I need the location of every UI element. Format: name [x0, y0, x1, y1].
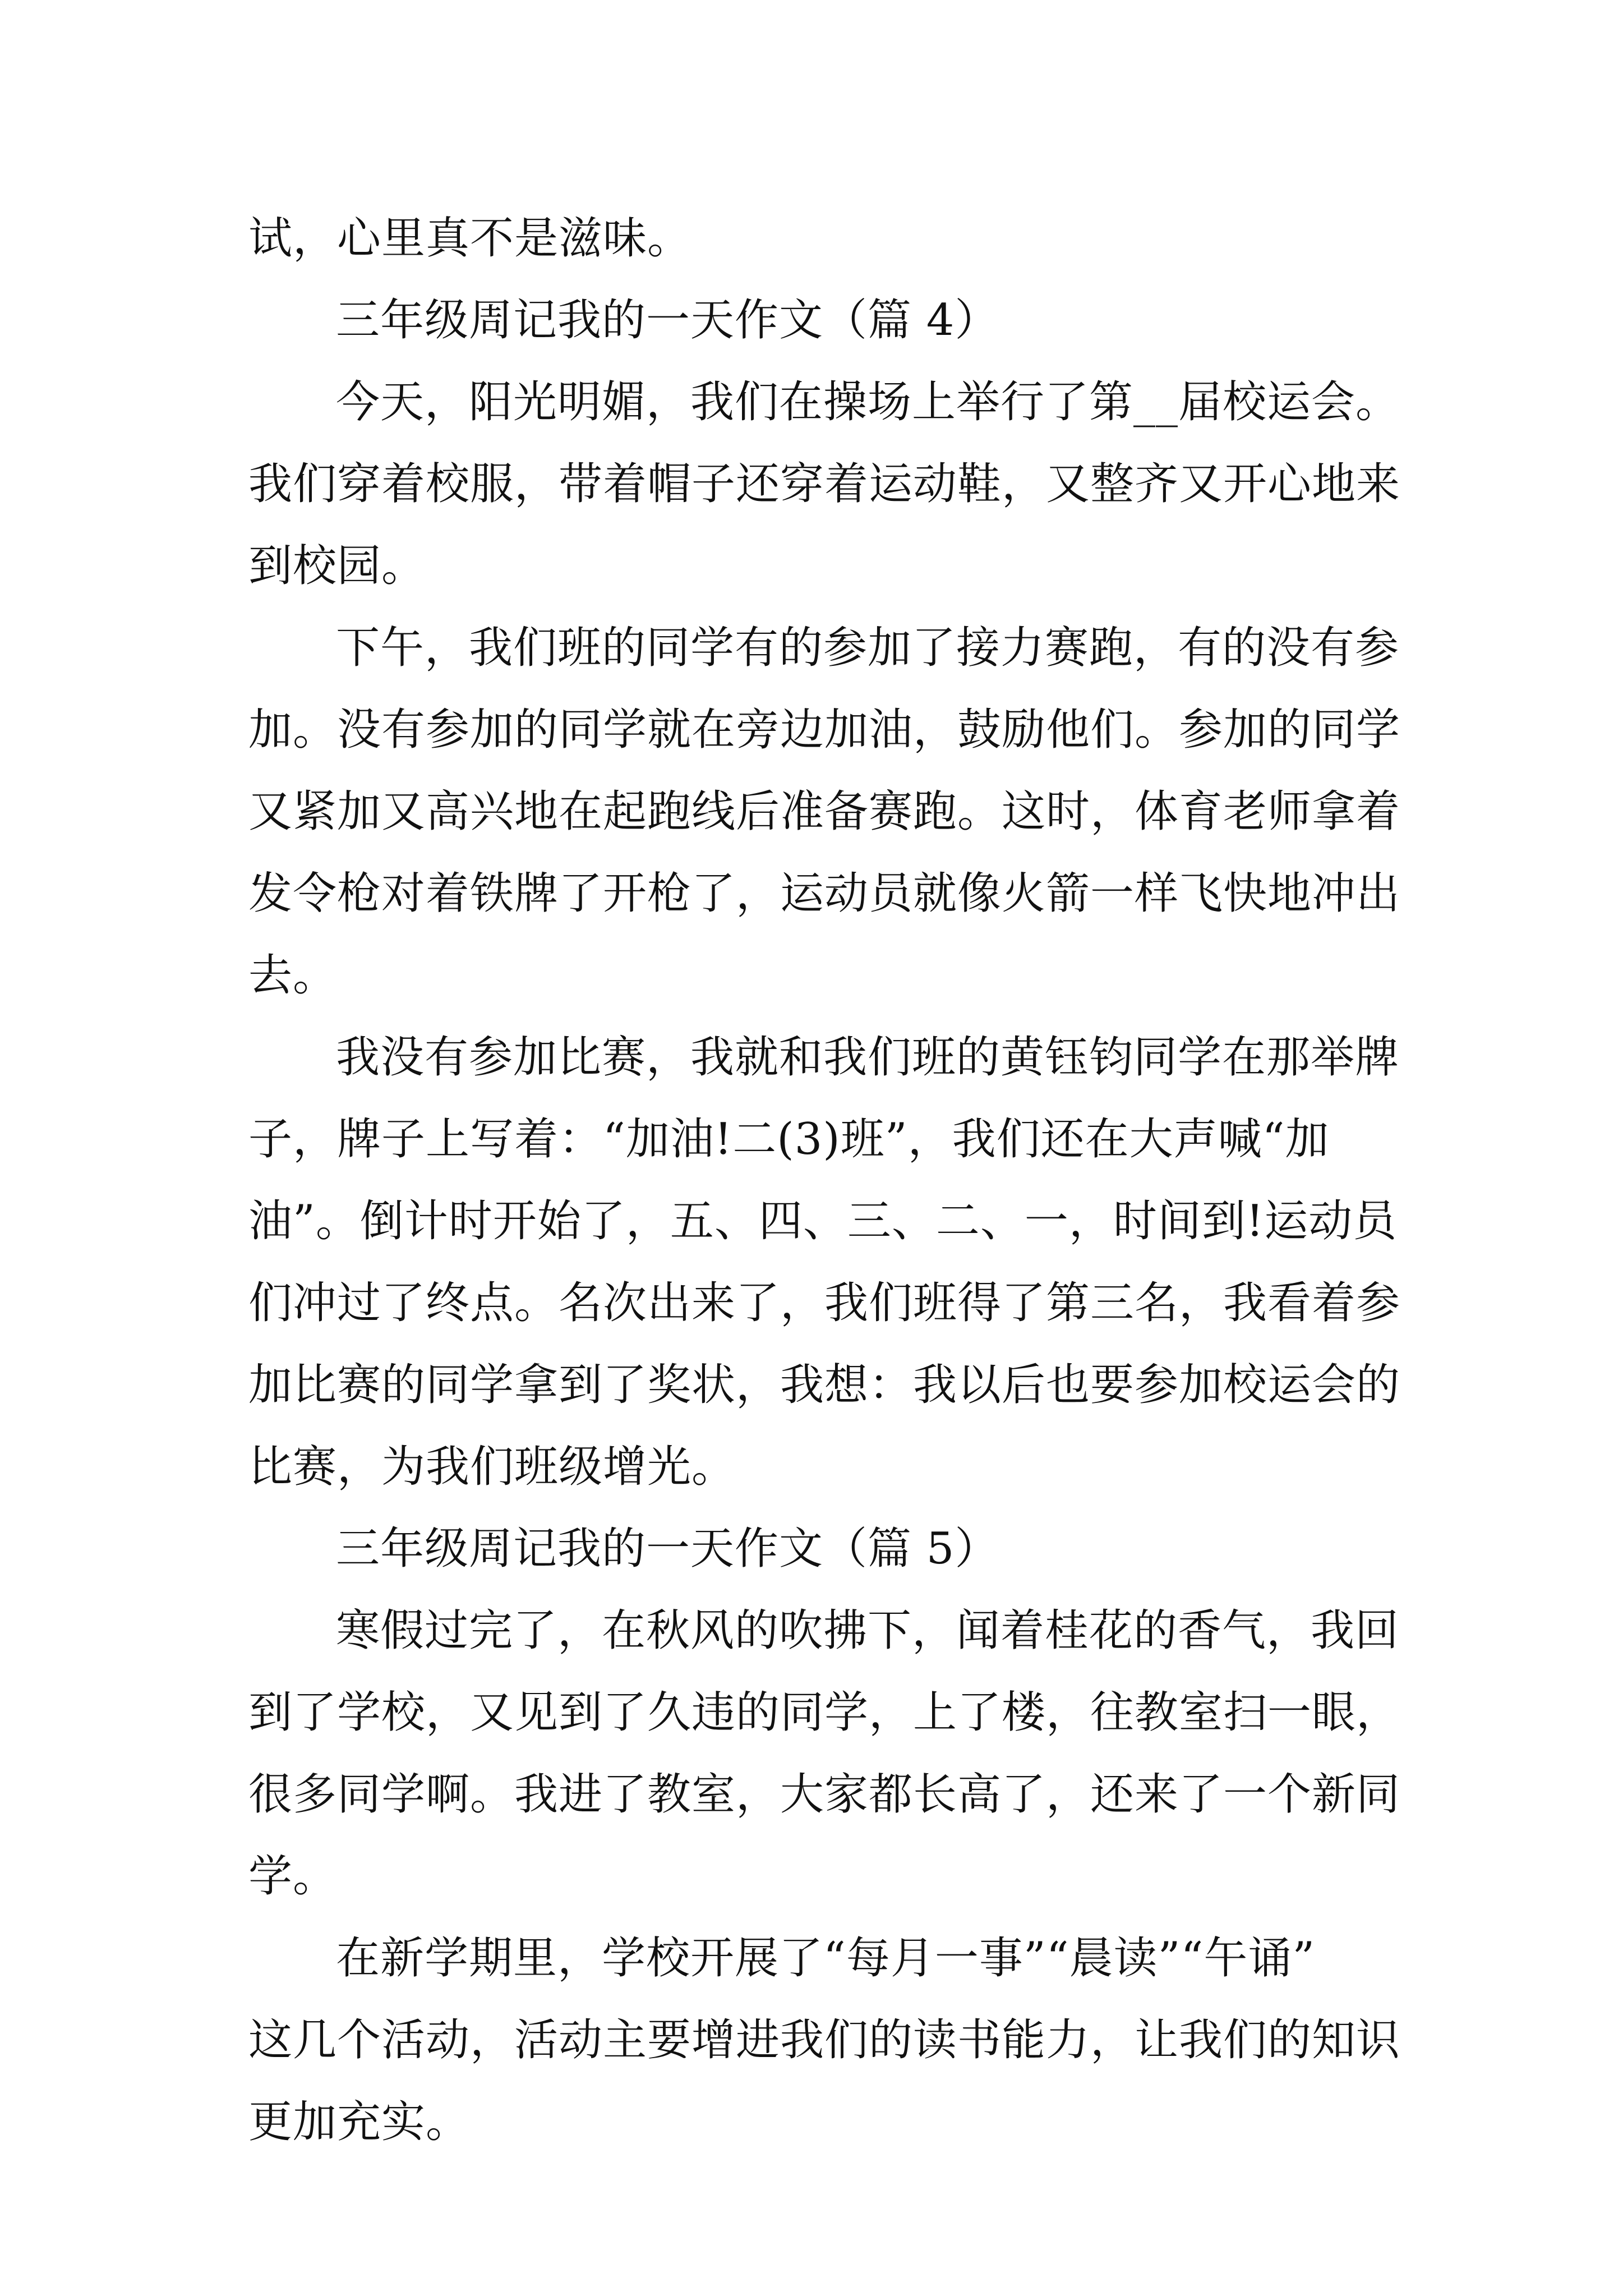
- document-body: [248, 197, 1401, 2163]
- section-heading: 三年级周记我的一天作文（篇 4）: [336, 295, 999, 346]
- text-line: 下午，我们班的同学有的参加了接力赛跑，有的没有参: [336, 623, 1400, 673]
- section-heading: 三年级周记我的一天作文（篇 5）: [336, 1524, 999, 1574]
- text-line: 到校园。: [248, 541, 426, 591]
- text-line: 试，心里真不是滋味。: [248, 213, 692, 264]
- text-line: 在新学期里，学校开展了“每月一事”“晨读”“午诵”: [336, 1933, 1316, 1984]
- text-line: 们冲过了终点。名次出来了，我们班得了第三名，我看着参: [248, 1278, 1401, 1328]
- text-line: 发令枪对着铁牌了开枪了，运动员就像火箭一样飞快地冲出: [248, 868, 1401, 919]
- text-line: 子，牌子上写着：“加油!二(3)班”，我们还在大声喊“加: [248, 1114, 1330, 1165]
- text-line: 更加充实。: [248, 2097, 471, 2147]
- text-line: 这几个活动，活动主要增进我们的读书能力，让我们的知识: [248, 2015, 1401, 2065]
- text-line: 加比赛的同学拿到了奖状，我想：我以后也要参加校运会的: [248, 1360, 1401, 1410]
- text-line: 到了学校，又见到了久违的同学，上了楼，往教室扫一眼，: [248, 1687, 1401, 1738]
- text-line: 加。没有参加的同学就在旁边加油，鼓励他们。参加的同学: [248, 705, 1401, 755]
- text-line: 寒假过完了，在秋风的吹拂下，闻着桂花的香气，我回: [336, 1605, 1400, 1656]
- text-line: 今天，阳光明媚，我们在操场上举行了第__届校运会。: [336, 377, 1400, 427]
- text-line: 我们穿着校服，带着帽子还穿着运动鞋，又整齐又开心地来: [248, 459, 1401, 509]
- text-line: 油”。倒计时开始了，五、四、三、二、一，时间到!运动员: [248, 1196, 1398, 1246]
- text-line: 学。: [248, 1851, 338, 1902]
- text-line: 很多同学啊。我进了教室，大家都长高了，还来了一个新同: [248, 1769, 1401, 1820]
- text-line: 去。: [248, 950, 338, 1001]
- text-line: 我没有参加比赛，我就和我们班的黄钰钧同学在那举牌: [336, 1032, 1400, 1083]
- text-line: 比赛，为我们班级增光。: [248, 1442, 736, 1492]
- text-line: 又紧加又高兴地在起跑线后准备赛跑。这时，体育老师拿着: [248, 786, 1401, 837]
